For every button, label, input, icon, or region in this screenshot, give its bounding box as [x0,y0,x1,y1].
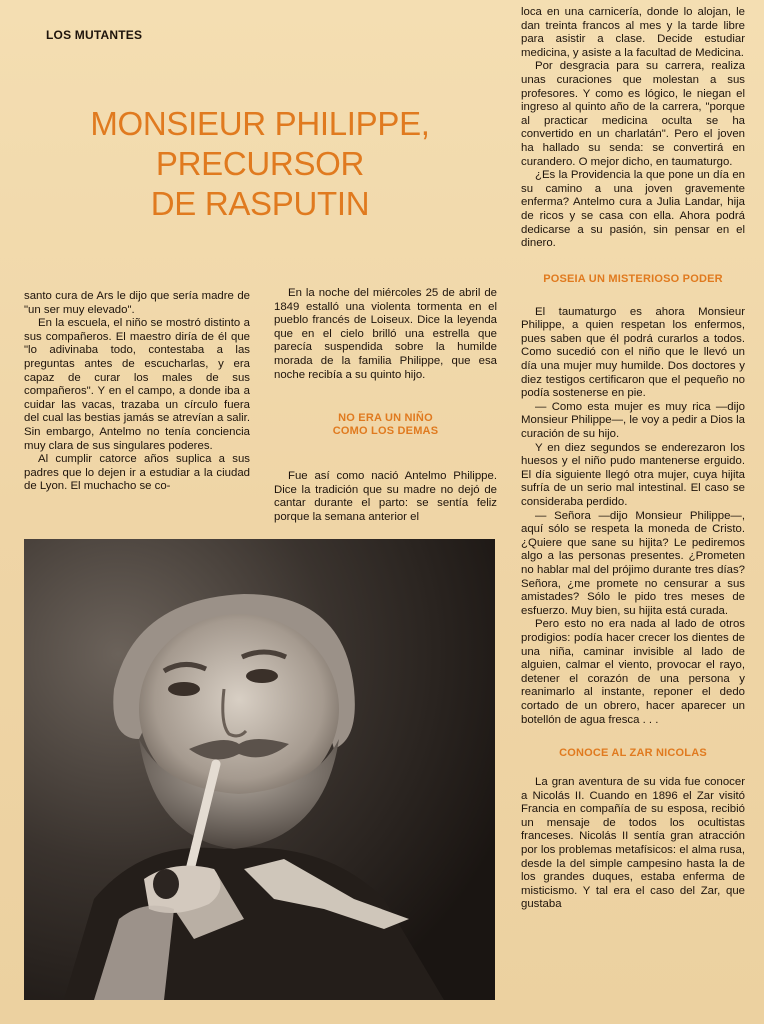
portrait-photo [24,539,495,1000]
col1-paragraph-2: En la escuela, el niño se mostró distinto a sus compañeros. El maestro diría de él que "lo adivinaba todo, contestaba a las preguntas antes de escucharlas, y era capaz de curar los males de sus compañeros". Y en el campo, a donde iba a cuidar las vacas, trazaba un círculo fuera del cual las bestias jamás se atrevían a salir. Sin embargo, Antelmo no tenía conciencia muy clara de sus singulares poderes. [24,317,250,452]
section-label: LOS MUTANTES [46,28,143,42]
col2-paragraph-2: Fue así como nació Antelmo Philippe. Dice la tradición que su madre no dejó de cantar durante el parto: se sentía feliz porque la semana anterior el [274,470,497,523]
col3-paragraph-7: — Señora —dijo Monsieur Philippe—, aquí sólo se respeta la moneda de Cristo. ¿Quiere que sane su hijita? Le pediremos algo a las personas presentes. ¿Prometen no hablar mal del prójimo durante tres días? Señora, ¿me promete no censurar a sus amistades? Sólo le pido tres meses de esfuerzo. Muy bien, su hijita está curada. [521,509,745,617]
col3-paragraph-8: Pero esto no era nada al lado de otros prodigios: podía hacer crecer los dientes de una niña, caminar invisible al lado de alguien, calmar el viento, provocar el rayo, detener el corazón de una persona y reanimarlo al instante, reponer el dedo cortado de un obrero, hacer aparecer un botellón de agua fresca . . . [521,618,745,726]
subheading-zar-nicolas: CONOCE AL ZAR NICOLAS [559,747,707,760]
article-title [40,104,480,224]
subheading-no-era-un-nino [274,412,497,438]
col1-paragraph-3: Al cumplir catorce años suplica a sus padres que lo dejen ir a estudiar a la ciudad de Lyon. El muchacho se co- [24,453,250,493]
subheading-misterioso-poder: POSEIA UN MISTERIOSO PODER [543,272,723,285]
col2-paragraph-1: En la noche del miércoles 25 de abril de 1849 estalló una violenta tormenta en el pueblo francés de Loiseux. Dice la leyenda que en el cielo brilló una estrella que parecía suspendida sobre la humilde morada de la familia Philippe, que esa noche recibía a su quinto hijo. [274,287,497,381]
col3-paragraph-3: ¿Es la Providencia la que pone un día en su camino a una joven gravemente enferma? Antelmo cura a Julia Landar, hija de ricos y se casa con ella. Ahora podrá dedicarse a su pasión, sin pensar en el dinero. [521,169,745,250]
subheading-line-2: COMO LOS DEMAS [332,425,439,438]
column-2 [274,287,497,525]
subheading-line-1: NO ERA UN NIÑO [338,412,433,425]
column-3 [521,6,745,912]
left-eye-shape [168,682,200,696]
right-eye-shape [246,669,278,683]
col3-paragraph-4: El taumaturgo es ahora Monsieur Philippe, a quien respetan los enfermos, pues saben que él podrá curarlos a todos. Como sucedió con el niño que le llevó un día una mujer muy humilde. Dos doctores y diez testigos certificaron que el pequeño no podía sostenerse en pie. [521,305,745,400]
col3-paragraph-1: loca en una carnicería, donde lo alojan, le dan treinta francos al mes y la tarde libre para asistir a clase. Decide estudiar medicina, y asiste a la facultad de Medicina. [521,6,745,59]
title-line-3: DE RASPUTIN [150,185,370,222]
title-line-2: PRECURSOR [155,145,365,182]
col3-paragraph-9: La gran aventura de su vida fue conocer a Nicolás II. Cuando en 1896 el Zar visitó Francia en compañía de su esposa, recibió un mensaje de todos los ocultistas franceses. Nicolás II sentía gran atracción por los problemas metafísicos: el alma rusa, desde la del simple campesino hasta la de los grandes duques, estaba enferma de misticismo. Y tal era el caso del Zar, que gustaba [521,776,745,911]
column-1 [24,290,250,494]
col1-paragraph-1: santo cura de Ars le dijo que sería madre de "un ser muy elevado". [24,290,250,316]
col3-paragraph-6: Y en diez segundos se enderezaron los huesos y el niño pudo mantenerse erguido. El día siguiente llegó otra mujer, cuya hijita sufría de un serio mal intestinal. El caso se consideraba perdido. [521,441,745,508]
col3-paragraph-5: — Como esta mujer es muy rica —dijo Monsieur Philippe—, le voy a pedir a Dios la curación de su hijo. [521,400,745,441]
pipe-bowl-shape [153,869,179,899]
title-line-1: MONSIEUR PHILIPPE, [90,105,430,142]
portrait-illustration [24,539,495,1000]
col3-paragraph-2: Por desgracia para su carrera, realiza unas curaciones que molestan a sus profesores. Y como es lógico, le niegan el ingreso al quinto año de la carrera, "porque al practicar medicina oculta se ha convertido en un charlatán". Pero el joven ha hallado su senda: se convertirá en curandero. O mejor dicho, en taumaturgo. [521,60,745,168]
